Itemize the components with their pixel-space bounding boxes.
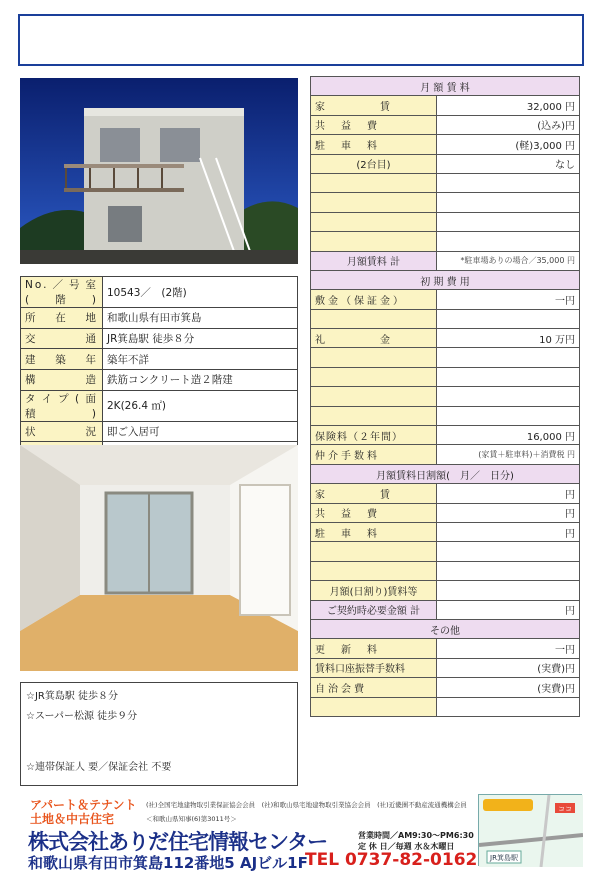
table-row [21, 370, 298, 391]
parking-value: (軽)3,000 円 [437, 135, 580, 154]
key-money-value: 10 万円 [437, 329, 580, 348]
map-station-label: JR箕島駅 [490, 854, 518, 862]
table-row [21, 328, 298, 349]
daily-common-value: 円 [437, 503, 580, 522]
footer-license: ＜和歌山県知事(6)第3011号＞ [146, 815, 237, 823]
structure-label: 構造 [21, 370, 103, 391]
access-label: 交通 [21, 328, 103, 349]
parking2-label: (2台目) [311, 154, 437, 173]
rent-value: 32,000 円 [437, 96, 580, 115]
other-header: その他 [311, 619, 580, 638]
renewal-value: 一円 [437, 639, 580, 658]
transfer-fee-value: (実費)円 [437, 658, 580, 677]
exterior-photo [20, 78, 298, 264]
table-row [21, 349, 298, 370]
monthly-total-label: 月額賃料 計 [311, 251, 437, 270]
council-fee-value: (実費)円 [437, 678, 580, 697]
note-station: ☆JR箕島駅 徒歩８分 [26, 691, 119, 702]
access-value: JR箕島駅 徒歩８分 [103, 328, 298, 349]
agent-fee-label: 仲介手数料 [311, 445, 437, 464]
company-name: 株式会社ありだ住宅情報センター [28, 830, 328, 854]
contract-total-label: ご契約時必要金額 計 [311, 600, 437, 619]
daily-header: 月額賃料日割額( 月／ 日分) [311, 464, 580, 483]
notes-box [20, 682, 298, 786]
interior-photo [20, 445, 298, 671]
footer-associations: (社)全国宅地建物取引業保証協会会員 (社)和歌山県宅地建物取引業協会会員 (社)近畿圏不動産流通機構会員 [146, 801, 467, 809]
council-fee-label: 自治会費 [311, 678, 437, 697]
daily-parking-label: 駐 車 料 [311, 522, 437, 541]
business-hours: 営業時間／AM9:30〜PM6:30 [358, 831, 474, 840]
common-fee-value: (込み)円 [437, 115, 580, 134]
insurance-value: 16,000 円 [437, 426, 580, 445]
note-supermarket: ☆スーパー松源 徒歩９分 [26, 711, 138, 722]
map-here-label: ココ [558, 805, 572, 813]
table-row [21, 277, 298, 308]
initial-header: 初 期 費 用 [311, 270, 580, 289]
daily-total-label: 月額(日割り)賃料等 [311, 581, 437, 600]
contract-total-value: 円 [437, 600, 580, 619]
header-banner-box [18, 14, 584, 66]
status-label: 状況 [21, 421, 103, 442]
monthly-total-value: *駐車場ありの場合／35,000 円 [437, 251, 580, 270]
transfer-fee-label: 賃料口座振替手数料 [311, 658, 437, 677]
footer-tag-land: 土地＆中古住宅 [30, 812, 115, 826]
parking2-value: なし [437, 154, 580, 173]
type-area-label: タイプ(面積) [21, 390, 103, 421]
daily-common-label: 共 益 費 [311, 503, 437, 522]
type-area-value: 2K(26.4 ㎡) [103, 390, 298, 421]
location-map [478, 794, 582, 866]
footer-tag-apartment: アパート＆テナント [30, 798, 137, 812]
cost-table [310, 76, 580, 717]
status-value: 即ご入居可 [103, 421, 298, 442]
structure-value: 鉄筋コンクリート造２階建 [103, 370, 298, 391]
built-year-value: 築年不詳 [103, 349, 298, 370]
insurance-label: 保険料（２年間） [311, 426, 437, 445]
room-number-label: No.／号室(階) [21, 277, 103, 308]
table-row [21, 421, 298, 442]
location-label: 所在地 [21, 308, 103, 329]
company-address: 和歌山県有田市箕島112番地5 AJビル1F [28, 854, 308, 872]
daily-rent-value: 円 [437, 484, 580, 503]
daily-rent-label: 家 賃 [311, 484, 437, 503]
parking-label: 駐 車 料 [311, 135, 437, 154]
rent-label: 家 賃 [311, 96, 437, 115]
monthly-header: 月 額 賃 料 [311, 77, 580, 96]
agent-fee-value: (家賃＋駐車料)＋消費税 円 [437, 445, 580, 464]
daily-parking-value: 円 [437, 522, 580, 541]
common-fee-label: 共 益 費 [311, 115, 437, 134]
table-row [21, 390, 298, 421]
phone-number[interactable]: TEL 0737-82-0162 [305, 850, 478, 870]
key-money-label: 礼 金 [311, 329, 437, 348]
deposit-label: 敷金（保証金） [311, 290, 437, 309]
location-value: 和歌山県有田市箕島 [103, 308, 298, 329]
deposit-value: 一円 [437, 290, 580, 309]
property-info-table [20, 276, 298, 463]
room-number-value: 10543／ (2階) [103, 277, 298, 308]
closed-days: 定 休 日／毎週 水＆木曜日 [358, 842, 455, 851]
built-year-label: 建築年 [21, 349, 103, 370]
table-row [21, 308, 298, 329]
note-guarantor: ☆連帯保証人 要／保証会社 不要 [26, 762, 172, 773]
renewal-label: 更 新 料 [311, 639, 437, 658]
